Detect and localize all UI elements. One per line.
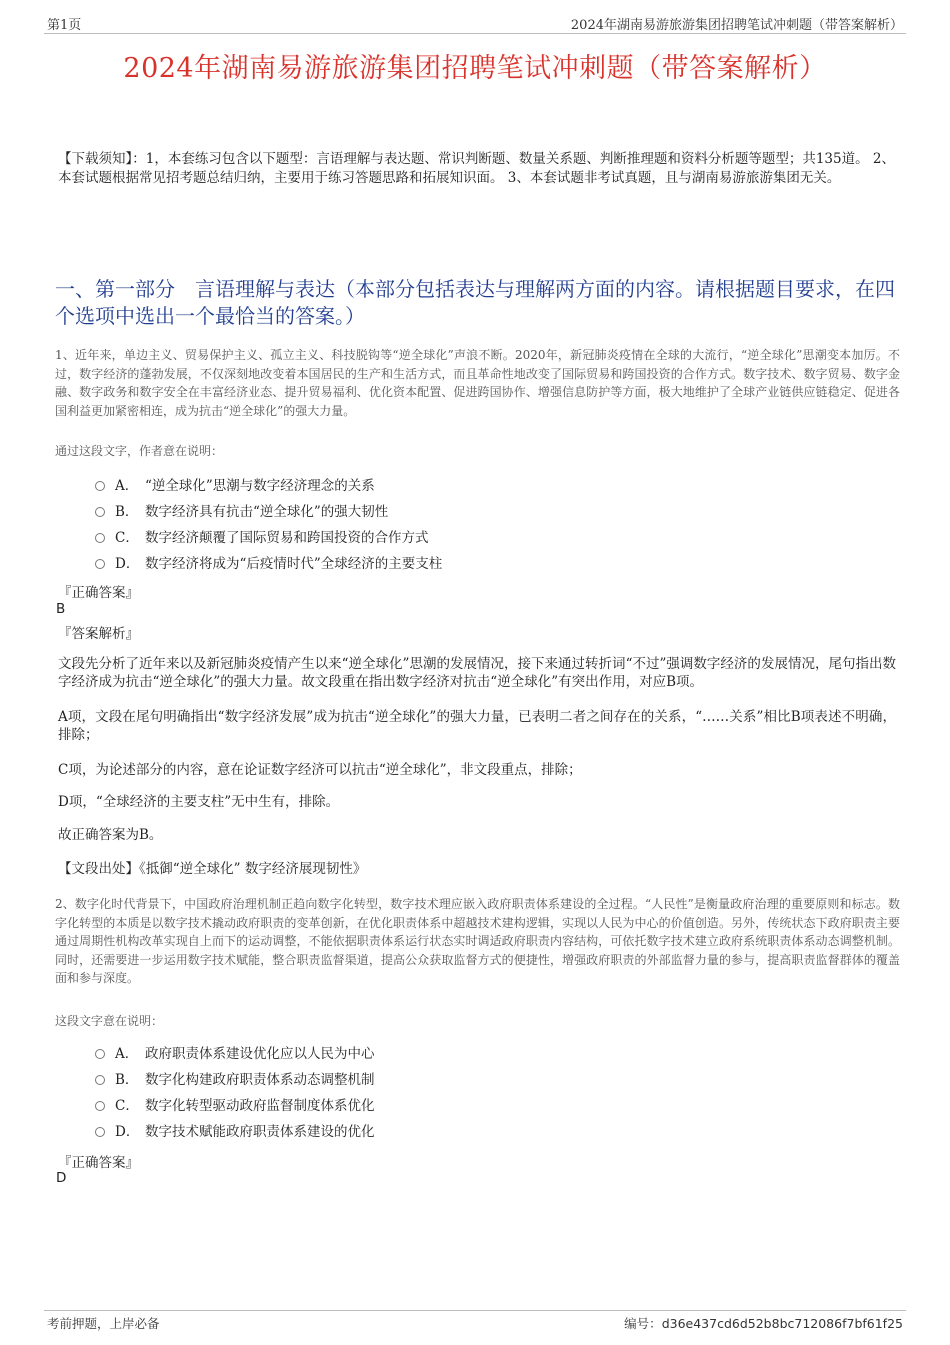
question-2-text: 2、数字化时代背景下，中国政府治理机制正趋向数字化转型，数字技术理应嵌入政府职责体系建设的全过程。“人民性”是衡量政府治理的重要原则和标志。数字化转型的本质是以数字技术撬动政府职责的变革创新，在优化职责体系中超越技术建构逻辑，实现以人民为中心的价值创造。另外，传统状态下政府职责主要通过周期性机构改革实现自上而下的运动调整，不能依据职责体系运行状态实时调适政府职责内容结构，可依托数字技术建立政府系统职责体系动态调整机制。同时，还需要进一步运用数字技术赋能，整合职责监督渠道，提高公众获取监督方式的便捷性，增强政府职责的外部监督力量的参与，提高职责监督群体的覆盖面和参与深度。 xyxy=(55,897,900,985)
option-text: 数字技术赋能政府职责体系建设的优化 xyxy=(145,1124,375,1140)
footer-divider xyxy=(44,1310,906,1311)
radio-icon[interactable] xyxy=(95,1101,105,1111)
question-1-analysis-summary: 文段先分析了近年来以及新冠肺炎疫情产生以来“逆全球化”思潮的发展情况，接下来通过转折词“不过”强调数字经济的发展情况，尾句指出数字经济成为抗击“逆全球化”的强大力量。故文段重在指出数字经济对抗击“逆全球化”有突出作用，对应B项。 xyxy=(58,656,896,690)
document-code-value: d36e437cd6d52b8bc712086f7bf61f25 xyxy=(661,1316,903,1331)
option-text: 数字经济具有抗击“逆全球化”的强大韧性 xyxy=(145,504,389,520)
option-letter: C． xyxy=(115,1098,139,1114)
question-1-text: 1、近年来，单边主义、贸易保护主义、孤立主义、科技脱钩等“逆全球化”声浪不断。2020年，新冠肺炎疫情在全球的大流行，“逆全球化”思潮变本加厉。不过，数字经济的蓬勃发展，不仅深刻地改变着本国居民的生产和生活方式，而且革命性地改变了国际贸易和跨国投资的合作方式。数字技术、数字贸易、数字金融、数字政务和数字安全在丰富经济业态、提升贸易福利、优化资本配置、促进跨国协作、增强信息防护等方面，极大地维护了全球产业链供应链稳定、促进各国利益更加紧密相连，成为抗击“逆全球化”的强大力量。 xyxy=(55,348,900,418)
question-1-analysis-label: 『答案解析』 xyxy=(58,626,139,642)
question-2-answer-label: 『正确答案』 xyxy=(58,1155,139,1171)
document-code-label: 编号： xyxy=(624,1316,662,1331)
question-2-option-b[interactable] xyxy=(95,1070,375,1090)
option-text: “逆全球化”思潮与数字经济理念的关系 xyxy=(145,478,375,494)
option-letter: B． xyxy=(115,504,139,520)
question-2-option-d[interactable] xyxy=(95,1122,375,1142)
option-letter: A． xyxy=(115,1046,139,1062)
option-text: 数字经济颠覆了国际贸易和跨国投资的合作方式 xyxy=(145,530,429,546)
radio-icon[interactable] xyxy=(95,559,105,569)
document-code xyxy=(624,1314,903,1332)
option-letter: D． xyxy=(115,556,140,572)
radio-icon[interactable] xyxy=(95,1075,105,1085)
radio-icon[interactable] xyxy=(95,1049,105,1059)
download-notice: 【下载须知】：1，本套练习包含以下题型：言语理解与表达题、常识判断题、数量关系题、判断推理题和资料分析题等题型；共135道。 2、本套试题根据常见招考题总结归纳，主要用于练习答题思路和拓展知识面。 3、本套试题非考试真题，且与湖南易游旅游集团无关。 xyxy=(58,151,895,186)
question-1-option-b[interactable] xyxy=(95,502,388,522)
running-header-title: 2024年湖南易游旅游集团招聘笔试冲刺题（带答案解析） xyxy=(570,18,903,33)
option-text: 数字化转型驱动政府监督制度体系优化 xyxy=(145,1098,375,1114)
question-1-prompt: 通过这段文字，作者意在说明： xyxy=(55,444,224,458)
option-text: 数字经济将成为“后疫情时代”全球经济的主要支柱 xyxy=(145,556,443,572)
question-1-source: 【文段出处】《抵御“逆全球化” 数字经济展现韧性》 xyxy=(58,861,367,877)
footer-slogan: 考前押题，上岸必备 xyxy=(47,1316,160,1331)
option-text: 政府职责体系建设优化应以人民为中心 xyxy=(145,1046,375,1062)
question-1-answer: B xyxy=(56,601,66,617)
radio-icon[interactable] xyxy=(95,481,105,491)
question-1-option-a[interactable] xyxy=(95,476,375,496)
header-divider xyxy=(44,33,906,34)
question-2-option-c[interactable] xyxy=(95,1096,375,1116)
option-letter: B． xyxy=(115,1072,139,1088)
page-number: 第1页 xyxy=(47,18,82,33)
option-letter: D． xyxy=(115,1124,140,1140)
option-letter: A． xyxy=(115,478,139,494)
option-text: 数字化构建政府职责体系动态调整机制 xyxy=(145,1072,375,1088)
question-1-option-c[interactable] xyxy=(95,528,429,548)
section-heading: 一、第一部分 言语理解与表达（本部分包括表达与理解两方面的内容。请根据题目要求，在四个选项中选出一个最恰当的答案。） xyxy=(55,277,895,328)
question-1-analysis-c: C项，为论述部分的内容，意在论证数字经济可以抗击“逆全球化”，非文段重点，排除； xyxy=(58,762,582,778)
question-1-option-d[interactable] xyxy=(95,554,442,574)
radio-icon[interactable] xyxy=(95,507,105,517)
option-letter: C． xyxy=(115,530,139,546)
question-1-answer-label: 『正确答案』 xyxy=(58,585,139,601)
question-2-prompt: 这段文字意在说明： xyxy=(55,1014,164,1028)
document-title: 2024年湖南易游旅游集团招聘笔试冲刺题（带答案解析） xyxy=(123,53,827,84)
question-1-analysis-d: D项，“全球经济的主要支柱”无中生有，排除。 xyxy=(58,794,340,810)
radio-icon[interactable] xyxy=(95,1127,105,1137)
question-2-answer: D xyxy=(56,1170,67,1186)
question-2-option-a[interactable] xyxy=(95,1044,375,1064)
question-1-analysis-a: A项，文段在尾句明确指出“数字经济发展”成为抗击“逆全球化”的强大力量，已表明二者之间存在的关系，“……关系”相比B项表述不明确，排除； xyxy=(58,709,896,743)
radio-icon[interactable] xyxy=(95,533,105,543)
question-1-conclusion: 故正确答案为B。 xyxy=(58,827,163,843)
